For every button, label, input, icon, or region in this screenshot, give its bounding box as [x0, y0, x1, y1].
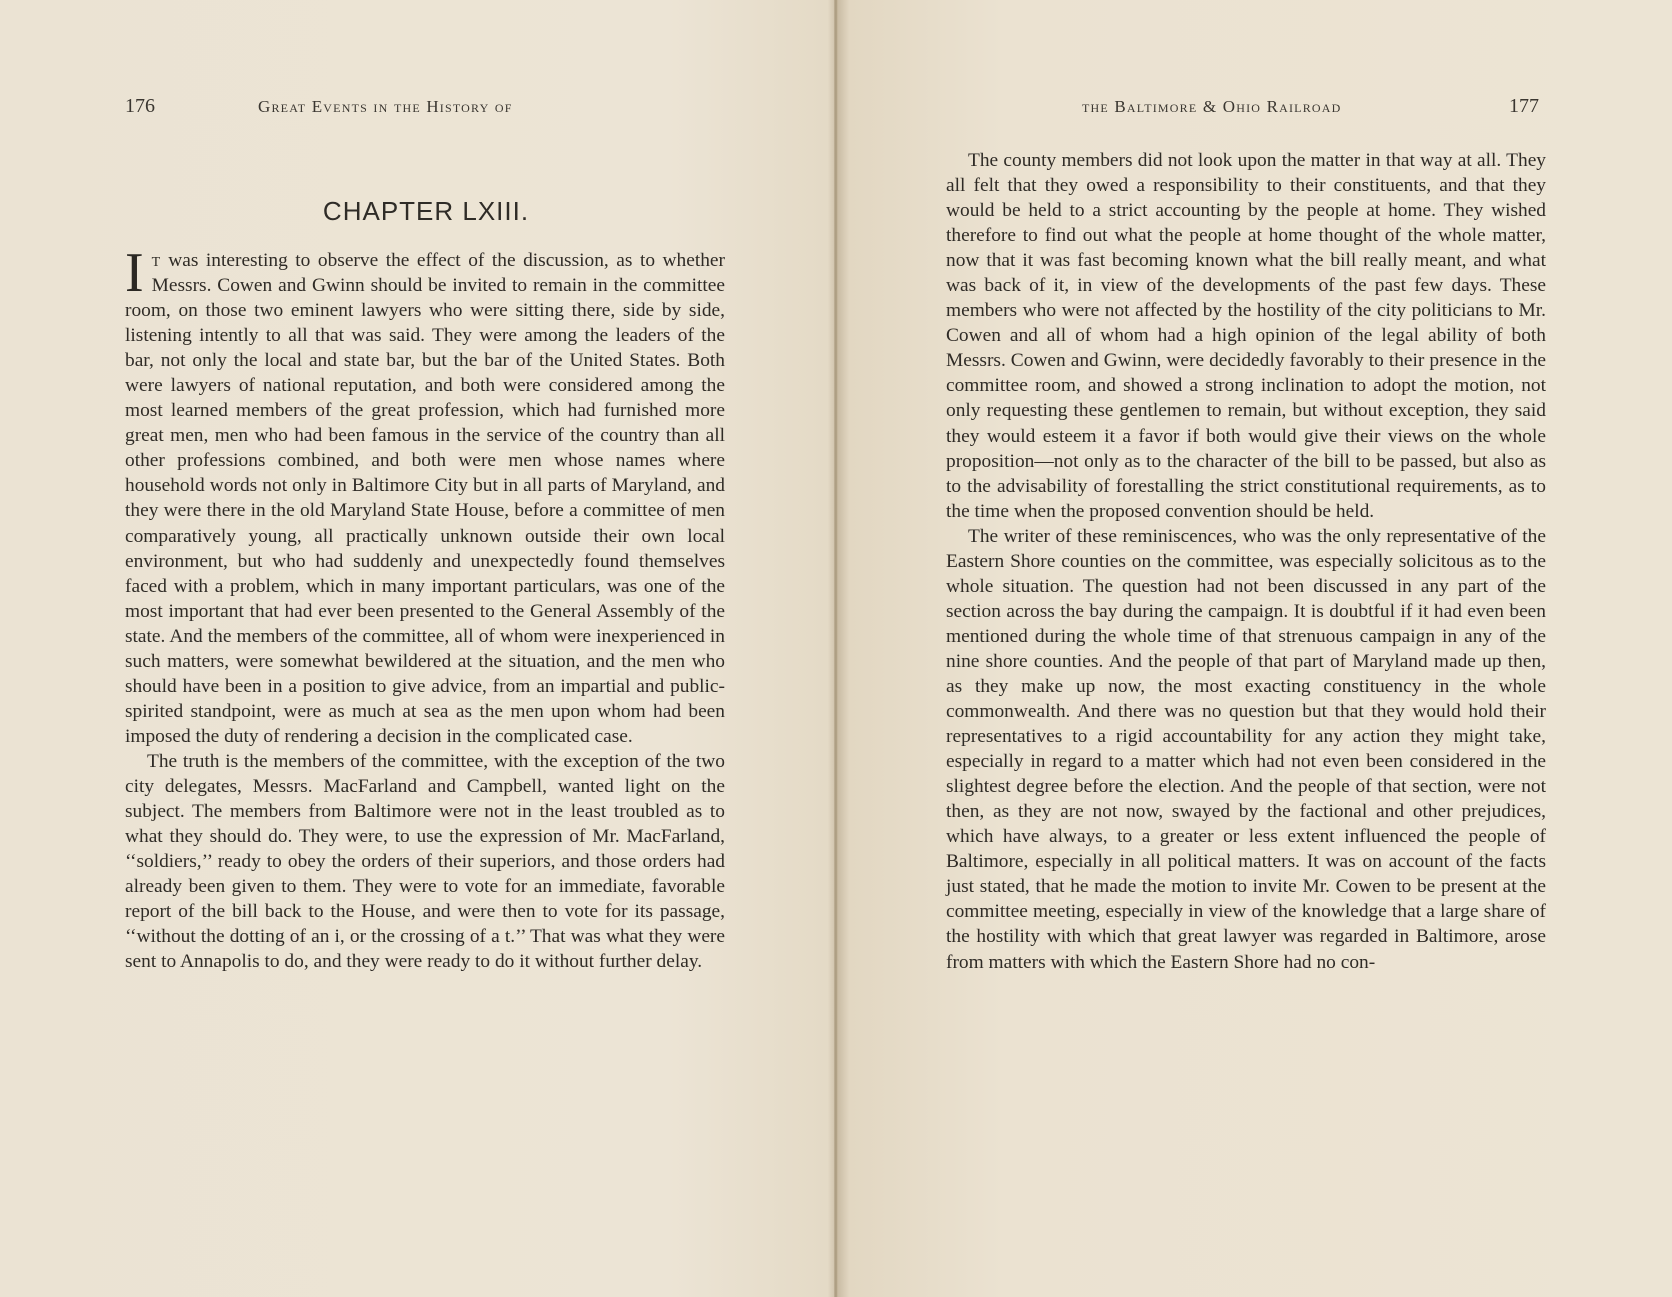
left-page	[0, 0, 835, 1297]
body-text	[125, 242, 725, 974]
page-number: 176	[125, 95, 155, 117]
body-text	[946, 148, 1546, 975]
chapter-title: CHAPTER LXIII.	[322, 196, 530, 226]
running-head: Great Events in the History of	[258, 97, 513, 116]
right-page	[838, 0, 1672, 1297]
page-number: 177	[1509, 95, 1539, 117]
drop-cap: I	[125, 242, 144, 304]
paragraph: The truth is the members of the committee, with the exception of the two city delegates, Messrs. MacFarland and Campbell, wanted light on the subject. The members from Baltimore were not in the least troubled as to what they should do. They were, to use the expression of Mr. MacFarland, ‘‘soldiers,’’ ready to obey the orders of their superiors, and those orders had already been given to them. They were to vote for an immediate, favorable report of the bill back to the House, and were then to vote for its passage, ‘‘without the dotting of an i, or the crossing of a t.’’ That was what they were sent to Annapolis to do, and they were ready to do it without further delay.	[125, 750, 725, 973]
paragraph	[125, 242, 725, 749]
paragraph: The writer of these reminiscences, who was the only representative of the Eastern Shore counties on the committee, was especially solicitous as to the whole situation. The question had not been discussed in any part of the section across the bay during the campaign. It is doubtful if it had even been mentioned during the whole time of that strenuous campaign in any of the nine shore counties. And the people of that part of Maryland made up then, as they make up now, the most exacting constituency in the whole commonwealth. And there was no question but that they would hold their representatives to a rigid accountability for any action they might take, especially in regard to a matter which had not even been considered in the slightest degree before the election. And the people of that section, were not then, as they are not now, swayed by the factional and other prejudices, which have always, to a greater or less extent influenced the people of Baltimore, especially in all political matters. It was on account of the facts just stated, that he made the motion to invite Mr. Cowen to be present at the committee meeting, especially in view of the knowledge that a large share of the hostility with which that great lawyer was regarded in Baltimore, arose from matters with which the Eastern Shore had no con-	[946, 525, 1546, 973]
running-head: the Baltimore & Ohio Railroad	[1082, 97, 1342, 116]
paragraph: The county members did not look upon the matter in that way at all. They all felt that they owed a responsibility to their constituents, and that they would be held to a strict accounting by the people at home. They wished therefore to find out what the people at home thought of the whole matter, now that it was fast becoming known what the bill really meant, and what was back of it, in view of the developments of the past few days. These members who were not affected by the hostility of the city politicians to Mr. Cowen and all of whom had a high opinion of the legal ability of both Messrs. Cowen and Gwinn, were decidedly favorably to their presence in the committee room, and showed a strong inclination to adopt the motion, not only requesting these gentlemen to remain, but without exception, they said they would esteem it a favor if both would give their views on the whole proposition—not only as to the character of the bill to be passed, but also as to the advisability of forestalling the strict constitutional requirements, as to the time when the proposed convention should be held.	[946, 150, 1546, 522]
lead-word-rest: t	[151, 250, 161, 271]
paragraph-text: was interesting to observe the effect of the discussion, as to whether Messrs. Cowen and Gwinn should be invited to remain in the committee room, on those two eminent lawyers who were sitting there, side by side, listening intently to all that was said. They were among the leaders of the bar, not only the local and state bar, but the bar of the United States. Both were lawyers of national reputation, and both were considered among the most learned members of the great profession, which had furnished more great men, men who had been famous in the service of the country than all other professions combined, and both were men whose names where household words not only in Baltimore City but in all parts of Maryland, and they were there in the old Maryland State House, before a committee of men comparatively young, all practically unknown outside their own local environment, but who had suddenly and unexpectedly found themselves faced with a problem, which in many important particulars, was one of the most important that had ever been presented to the General Assembly of the state. And the members of the committee, all of whom were inexperienced in such matters, were somewhat bewildered at the situation, and the men who should have been in a position to give advice, from an impartial and public-spirited standpoint, were as much at sea as the men upon whom had been imposed the duty of rendering a decision in the complicated case.	[125, 250, 725, 747]
